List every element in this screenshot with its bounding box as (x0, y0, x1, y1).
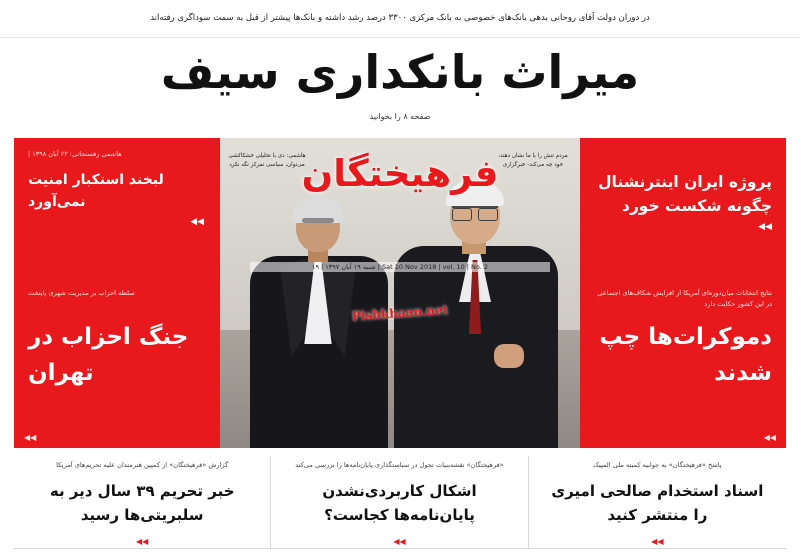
cover-block (14, 138, 786, 448)
masthead-subtitle: صفحه ۸ را بخوانید (369, 112, 431, 121)
arrow-icon-teaser-2: ◀◀ (393, 537, 406, 546)
cover-left-headline-big: جنگ احزاب در تهران (28, 324, 189, 386)
cover-right-kicker: نتایج انتخابات میان‌دوره‌ای آمریکا از افزایش شکاف‌های اجتماعی در این کشور حکایت دارد (597, 289, 772, 309)
person-left-brow (302, 218, 334, 223)
cover-right-spacer (596, 150, 772, 158)
cover-kicker-left: هاشمی: دی با تحلیلی خشکاکشی می‌توان، سیاسی تمرکز نگه نکرد (228, 153, 306, 168)
newspaper-logo: فرهیختگان (301, 152, 499, 195)
person-right-hair (446, 182, 504, 206)
glasses-icon (452, 206, 498, 217)
teaser-item (529, 456, 786, 548)
teaser-headline: اسناد استخدام صالحی امیری را منتشر کنید (551, 482, 764, 525)
cover-column-left (14, 138, 218, 448)
teaser-kicker: گزارش «فرهیختگان» از کمپین هنرمندان علیه تحریم‌های آمریکا (56, 461, 229, 469)
arrow-icon-left-bottom: ◀◀ (24, 433, 37, 442)
cover-right-headline-top: پروژه ایران اینترنشنال چگونه شکست خورد (598, 173, 772, 216)
bottom-divider (14, 548, 786, 549)
teaser-row (14, 456, 786, 548)
page-title: میراث بانکداری سیف (160, 45, 640, 99)
teaser-item (14, 456, 271, 548)
teaser-kicker: پاسخ «فرهیختگان» به جوابیه کمیته ملی المپیک (593, 461, 722, 469)
masthead (0, 38, 800, 138)
watermark: Pishkhaan.net (351, 302, 449, 324)
cover-left-kicker: سلطه احزاب بر مدیریت شهری پایتخت (28, 289, 135, 297)
top-strip (0, 0, 800, 38)
issue-date: ۱۹ | شنبه ۱۹ آبان ۱۳۹۷ | Sat 10 Nov 2018 | vol. 10 | No. 2 (250, 262, 550, 272)
arrow-icon-teaser-1: ◀◀ (651, 537, 664, 546)
arrow-icon-right-bottom: ◀◀ (763, 433, 776, 442)
arrow-icon-teaser-3: ◀◀ (136, 537, 149, 546)
teaser-headline: اشکال کاربردی‌نشدن پایان‌نامه‌ها کجاست؟ (322, 482, 477, 525)
cover-left-date: هاشمی رفسنجانی: ۲۲ آبان ۱۳۹۸ | (28, 150, 122, 158)
cover-right-headline-big: دموکرات‌ها چپ شدند (599, 324, 772, 386)
teaser-headline: خبر تحریم ۳۹ سال دیر به سلبریتی‌ها رسید (49, 482, 235, 525)
cover-column-right (582, 138, 786, 448)
arrow-icon-left-top: ◀◀ (190, 217, 204, 228)
cover-left-headline-top: لبخند استکبار امنیت نمی‌آورد (28, 172, 164, 210)
cover-photo (220, 138, 580, 448)
teaser-kicker: «فرهیختگان» نقشه‌بنیات تحول در سیاستگذاری پایان‌نامه‌ها را بررسی می‌کند (295, 461, 504, 469)
person-left (244, 200, 394, 448)
top-strip-text: در دوران دولت آقای روحانی بدهی بانک‌های خصوصی به بانک مرکزی ۳۳۰۰ درصد رشد داشته و بانک‌ها پیشتر از قبل به سمت سوداگری رفته‌اند (150, 13, 650, 24)
person-right-hand (494, 344, 524, 368)
cover-kicker-right: مردم تنش را با ما نشان دهند، خود چه می‌کند- خبرگزاری (498, 153, 568, 168)
arrow-icon-right-top: ◀◀ (758, 222, 772, 233)
teaser-item (271, 456, 528, 548)
